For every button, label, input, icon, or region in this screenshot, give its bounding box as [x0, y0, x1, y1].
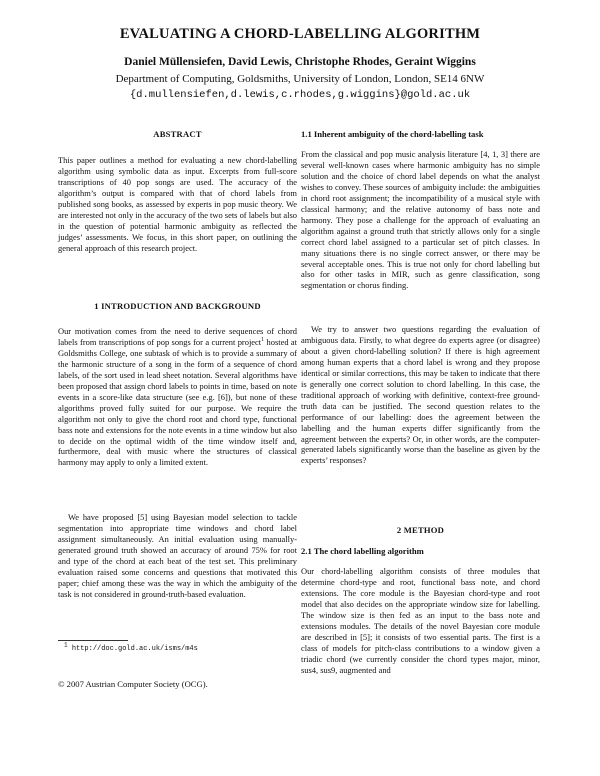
paragraph-text: Our motivation comes from the need to derive sequences of chord labels from transcriptions of pop songs for a current project: [58, 326, 297, 347]
footnote-rule: [58, 640, 128, 641]
footnote-url[interactable]: http://doc.gold.ac.uk/isms/m4s: [71, 645, 198, 653]
subsection-2-1-heading: 2.1 The chord labelling algorithm: [301, 546, 424, 556]
abstract-heading: ABSTRACT: [153, 129, 202, 139]
copyright-notice: © 2007 Austrian Computer Society (OCG).: [58, 679, 208, 689]
abstract-text: This paper outlines a method for evaluating a new chord-labelling algorithm using symbolic data as input. Excerpts from full-score transcriptions of 40 pop songs are used. The accuracy of the algorithm’s output is compared with that of chord labels from published song books, as assessed by experts in pop music theory. We are interested not only in the accuracy of the two sets of labels but also in the question of potential harmonic ambiguity as reflected the judges’ assessments. We focus, in this short paper, on outlining the general approach of this research project.: [58, 155, 297, 253]
subsection-2-1-paragraph-1: Our chord-labelling algorithm consists of three modules that determine chord-type and root, functional bass note, and chord extensions. The core module is the Bayesian chord-type and root model that also decides on the appropriate window size for labelling. The window size is then fed as an input to the bass note and extensions modules. The details of the novel Bayesian core module are described in [5]; it consists of two essential parts. The first is a class of models for pitch-class contributions to a window given a triadic chord (we currently consider the chord types major, minor, sus4, sus9, augmented and: [301, 566, 540, 675]
affiliation: Department of Computing, Goldsmiths, University of London, London, SE14 6NW: [115, 73, 485, 85]
section-2-heading: 2 METHOD: [396, 525, 445, 535]
author-list: Daniel Müllensiefen, David Lewis, Christophe Rhodes, Geraint Wiggins: [124, 56, 476, 68]
footnote-marker: 1: [261, 337, 265, 344]
paragraph-text: hosted at Goldsmiths College, one subtask of which is to provide a summary of the harmonic structure of a song in the form of a sequence of chord labels, of the sort used in lead sheet notation. Several algorithms have been proposed that assign chord labels to points in time, based on note events in a score-like data structure (see e.g. [6]), but none of these algorithms proved fully suited for our purpose. We require the algorithm not only to give the chord root and chord type, functional bass note and extensions for the note events in a time window but also to decide on the optimal width of the time window itself and, furthermore, deal with music where the structures of classical harmony may apply to only a limited extent.: [58, 336, 297, 468]
footnote: [64, 641, 198, 653]
section-1-paragraph-2: We have proposed [5] using Bayesian model selection to tackle segmentation into appropriate time windows and chord label assignment simultaneously. An initial evaluation using manually-generated ground truth showed an accuracy of around 75% for root and type of the chord at each beat of the test set. This preliminary evaluation raised some concerns and questions that motivated this paper; chief among these was the way in which the ambiguity of the task is not considered in ground-truth-based evaluation.: [58, 512, 297, 599]
section-1-heading: 1 INTRODUCTION AND BACKGROUND: [94, 301, 261, 311]
subsection-1-1-paragraph-2: We try to answer two questions regarding the evaluation of ambiguous data. Firstly, to what degree do experts agree (or disagree) about a given chord-labelling solution? If there is high agreement among human experts that a chord label is wrong and they propose identical or similar corrections, this may be taken to indicate that there is generally one correct solution to chord labelling. In this case, the traditional approach of working with definitive, context-free ground-truth data can be justified. The second question relates to the performance of our labelling: does the agreement between the labelling and the human experts differ significantly from the agreement between the experts? Or, in other words, are the computer-generated labels significantly worse than the baseline as given by the experts’ responses?: [301, 324, 540, 466]
author-emails: {d.mullensiefen,d.lewis,c.rhodes,g.wiggins}@gold.ac.uk: [129, 89, 471, 101]
paper-title: EVALUATING A CHORD-LABELLING ALGORITHM: [119, 26, 481, 42]
subsection-1-1-heading: 1.1 Inherent ambiguity of the chord-labelling task: [301, 129, 484, 139]
subsection-1-1-paragraph-1: From the classical and pop music analysis literature [4, 1, 3] there are several well-known cases where harmonic ambiguity has no simple solution and the choice of chord label depends on what the analyst wishes to convey. These sources of ambiguity include: the ambiguities in chord root assignment; the incompatibility of a musical style with classical harmony; and the relative autonomy of bass note and harmony. They pose a challenge for the approach of evaluating an algorithm against a ground truth that strictly allows only for a single correct chord label assigned to a particular set of pitch classes. In many situations there is no single correct answer, or there may be several acceptable ones. This is true not only for chord labelling but also for other tasks in MIR, such as genre classification, song segmentation or chorus finding.: [301, 149, 540, 291]
section-1-paragraph-1: [58, 326, 297, 468]
footnote-number: 1: [64, 641, 68, 649]
